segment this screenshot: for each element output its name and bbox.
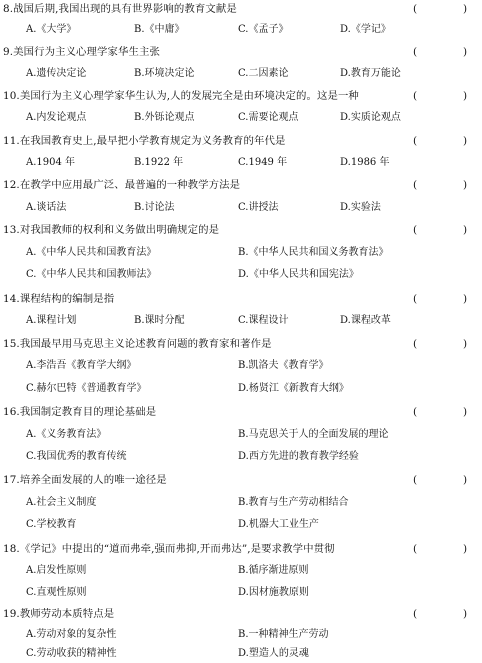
option-a: A.1904 年 [26, 157, 76, 168]
option-a: A.谈话法 [26, 202, 67, 213]
answer-paren-open: ( [413, 224, 418, 236]
option-d: D.《学记》 [340, 24, 391, 35]
option-b: B.一种精神生产劳动 [238, 629, 329, 640]
answer-paren-close: ) [463, 135, 468, 147]
option-b: B.课时分配 [134, 315, 185, 326]
question-15 [0, 336, 482, 352]
option-b: B.1922 年 [134, 157, 184, 168]
answer-paren-close: ) [463, 179, 468, 191]
option-c: C.《孟子》 [238, 24, 289, 35]
option-d: D.实验法 [340, 202, 381, 213]
answer-paren-close: ) [463, 338, 468, 350]
answer-paren-open: ( [413, 474, 418, 486]
options-row [0, 381, 482, 397]
option-b: B.讨论法 [134, 202, 175, 213]
option-a: A.启发性原则 [26, 565, 87, 576]
answer-paren-close: ) [463, 293, 468, 305]
question-18 [0, 541, 482, 557]
option-b: B.《中华人民共和国义务教育法》 [238, 247, 389, 258]
answer-paren-close: ) [463, 224, 468, 236]
option-c: C.《中华人民共和国教师法》 [26, 269, 157, 280]
option-a: A.《中华人民共和国教育法》 [26, 247, 157, 258]
question-9 [0, 44, 482, 60]
option-c: C.直观性原则 [26, 587, 87, 598]
option-a: A.《义务教育法》 [26, 429, 107, 440]
option-d: D.西方先进的教育教学经验 [238, 451, 359, 462]
options-row [0, 22, 482, 38]
option-a: A.内发论观点 [26, 112, 87, 123]
options-row [0, 449, 482, 465]
question-stem: 11.在我国教育史上,最早把小学教育规定为义务教育的年代是 [3, 135, 286, 147]
option-b: B.马克思关于人的全面发展的理论 [238, 429, 389, 440]
options-row [0, 313, 482, 329]
answer-paren-open: ( [413, 135, 418, 147]
options-row [0, 155, 482, 171]
option-b: B.凯洛夫《教育学》 [238, 360, 329, 371]
question-stem: 10.美国行为主义心理学家华生认为,人的发展完全是由环境决定的。这是一种 [3, 90, 359, 102]
option-c: C.学校教育 [26, 519, 77, 530]
question-stem: 8.战国后期,我国出现的具有世界影响的教育文献是 [3, 3, 237, 15]
option-c: C.二因素论 [238, 68, 289, 79]
answer-paren-close: ) [463, 90, 468, 102]
answer-paren-open: ( [413, 406, 418, 418]
options-row [0, 563, 482, 579]
answer-paren-open: ( [413, 293, 418, 305]
options-row [0, 200, 482, 216]
answer-paren-close: ) [463, 46, 468, 58]
question-13 [0, 222, 482, 238]
options-row [0, 627, 482, 643]
option-a: A.《大学》 [26, 24, 77, 35]
answer-paren-open: ( [413, 179, 418, 191]
option-d: D.实质论观点 [340, 112, 401, 123]
option-a: A.劳动对象的复杂性 [26, 629, 117, 640]
option-c: C.赫尔巴特《普通教育学》 [26, 383, 147, 394]
options-row [0, 517, 482, 533]
answer-paren-close: ) [463, 608, 468, 620]
options-row [0, 110, 482, 126]
option-d: D.《中华人民共和国宪法》 [238, 269, 359, 280]
question-17 [0, 472, 482, 488]
question-14 [0, 291, 482, 307]
question-stem: 19.教师劳动本质特点是 [3, 608, 115, 620]
options-row [0, 267, 482, 283]
question-stem: 17.培养全面发展的人的唯一途径是 [3, 474, 167, 486]
answer-paren-close: ) [463, 406, 468, 418]
answer-paren-close: ) [463, 3, 468, 15]
question-stem: 13.对我国教师的权利和义务做出明确规定的是 [3, 224, 220, 236]
option-d: D.1986 年 [340, 157, 390, 168]
question-11 [0, 133, 482, 149]
question-16 [0, 404, 482, 420]
option-b: B.循序渐进原则 [238, 565, 309, 576]
answer-paren-open: ( [413, 90, 418, 102]
option-d: D.因材施教原则 [238, 587, 309, 598]
options-row [0, 646, 482, 662]
option-d: D.课程改革 [340, 315, 391, 326]
answer-paren-open: ( [413, 3, 418, 15]
answer-paren-open: ( [413, 608, 418, 620]
options-row [0, 495, 482, 511]
answer-paren-open: ( [413, 338, 418, 350]
option-b: B.外铄论观点 [134, 112, 195, 123]
question-19 [0, 606, 482, 622]
option-a: A.课程计划 [26, 315, 77, 326]
option-a: A.社会主义制度 [26, 497, 97, 508]
option-d: D.教育万能论 [340, 68, 401, 79]
option-a: A.李浩吾《教育学大纲》 [26, 360, 137, 371]
option-d: D.机器大工业生产 [238, 519, 319, 530]
options-row [0, 245, 482, 261]
option-d: D.塑造人的灵魂 [238, 648, 309, 659]
question-stem: 16.我国制定教育目的理论基础是 [3, 406, 157, 418]
question-8 [0, 1, 482, 17]
option-c: C.劳动收获的精神性 [26, 648, 117, 659]
option-b: B.教育与生产劳动相结合 [238, 497, 349, 508]
question-stem: 15.我国最早用马克思主义论述教育问题的教育家和著作是 [3, 338, 272, 350]
option-b: B.《中庸》 [134, 24, 185, 35]
answer-paren-close: ) [463, 474, 468, 486]
option-c: C.讲授法 [238, 202, 279, 213]
option-b: B.环境决定论 [134, 68, 195, 79]
question-stem: 12.在教学中应用最广泛、最普遍的一种教学方法是 [3, 179, 241, 191]
options-row [0, 427, 482, 443]
options-row [0, 585, 482, 601]
options-row [0, 358, 482, 374]
option-d: D.杨贤江《新教育大纲》 [238, 383, 349, 394]
question-stem: 14.课程结构的编制是指 [3, 293, 115, 305]
option-c: C.课程设计 [238, 315, 289, 326]
question-12 [0, 177, 482, 193]
answer-paren-close: ) [463, 543, 468, 555]
answer-paren-open: ( [413, 46, 418, 58]
question-10 [0, 88, 482, 104]
option-c: C.1949 年 [238, 157, 288, 168]
option-c: C.我国优秀的教育传统 [26, 451, 127, 462]
option-a: A.遗传决定论 [26, 68, 87, 79]
question-stem: 18.《学记》中提出的“道而弗牵,强而弗抑,开而弗达”,是要求教学中贯彻 [3, 543, 335, 555]
options-row [0, 66, 482, 82]
answer-paren-open: ( [413, 543, 418, 555]
option-c: C.需要论观点 [238, 112, 299, 123]
question-stem: 9.美国行为主义心理学家华生主张 [3, 46, 160, 58]
